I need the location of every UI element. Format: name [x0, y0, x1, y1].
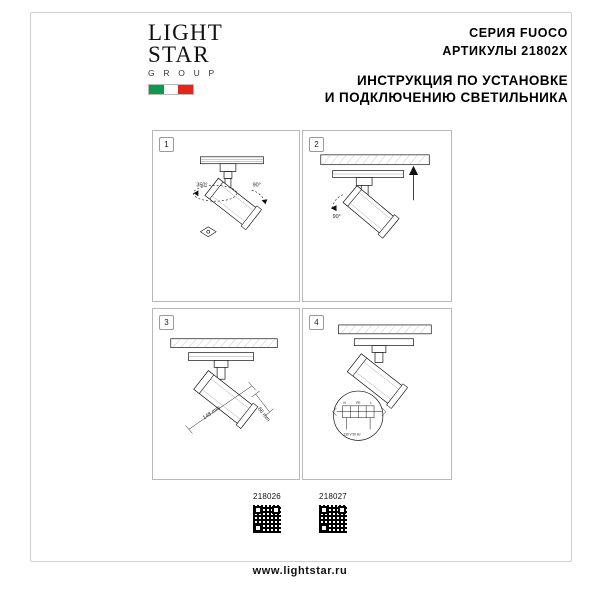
step-panel-2 [302, 130, 452, 302]
step-number-2: 2 [309, 137, 324, 152]
step-panel-4 [302, 308, 452, 480]
step-number-1: 1 [159, 137, 174, 152]
step-3-height-label: 66 mm [255, 406, 271, 424]
qr-code-icon [252, 504, 282, 534]
step-4-terminal-n: N [343, 400, 346, 405]
italy-flag-icon [148, 84, 194, 95]
step-2-angle-label: 90° [332, 213, 341, 220]
step-1-angle-label-2: 90° [252, 182, 261, 189]
step-panel-1 [152, 130, 300, 302]
step-2-diagram [303, 131, 451, 301]
steps-grid [152, 130, 452, 480]
step-3-diagram [153, 309, 299, 479]
brand-name-line1: LIGHT [148, 20, 223, 45]
product-code-label: 218026 [253, 492, 281, 501]
step-3-length-label: 148 mm [202, 405, 222, 422]
step-4-voltage: 230 V 50 Hz [343, 432, 361, 437]
brand-logo [148, 22, 228, 100]
step-4-terminal-l: L [370, 400, 372, 405]
step-1-diagram [153, 131, 299, 301]
article-label: АРТИКУЛЫ 21802X [442, 44, 568, 58]
step-4-diagram [303, 309, 451, 479]
product-codes [0, 492, 600, 534]
header-text-block [325, 24, 568, 106]
product-code-item [311, 492, 355, 534]
step-panel-3 [152, 308, 300, 480]
qr-code-icon [318, 504, 348, 534]
website-url[interactable]: www.lightstar.ru [252, 565, 348, 577]
header [0, 0, 600, 120]
step-number-4: 4 [309, 315, 324, 330]
step-number-3: 3 [159, 315, 174, 330]
step-4-terminal-pe: PE [356, 400, 361, 405]
brand-subtitle: G R O U P [148, 68, 218, 78]
instruction-title-line1: ИНСТРУКЦИЯ ПО УСТАНОВКЕ [357, 73, 568, 88]
product-code-label: 218027 [319, 492, 347, 501]
series-label: СЕРИЯ FUOCO [469, 26, 568, 40]
product-code-item [245, 492, 289, 534]
brand-name-line2: STAR [148, 42, 210, 67]
instruction-title-line2: И ПОДКЛЮЧЕНИЮ СВЕТИЛЬНИКА [324, 90, 568, 105]
step-1-angle-label: 350° [196, 182, 208, 189]
